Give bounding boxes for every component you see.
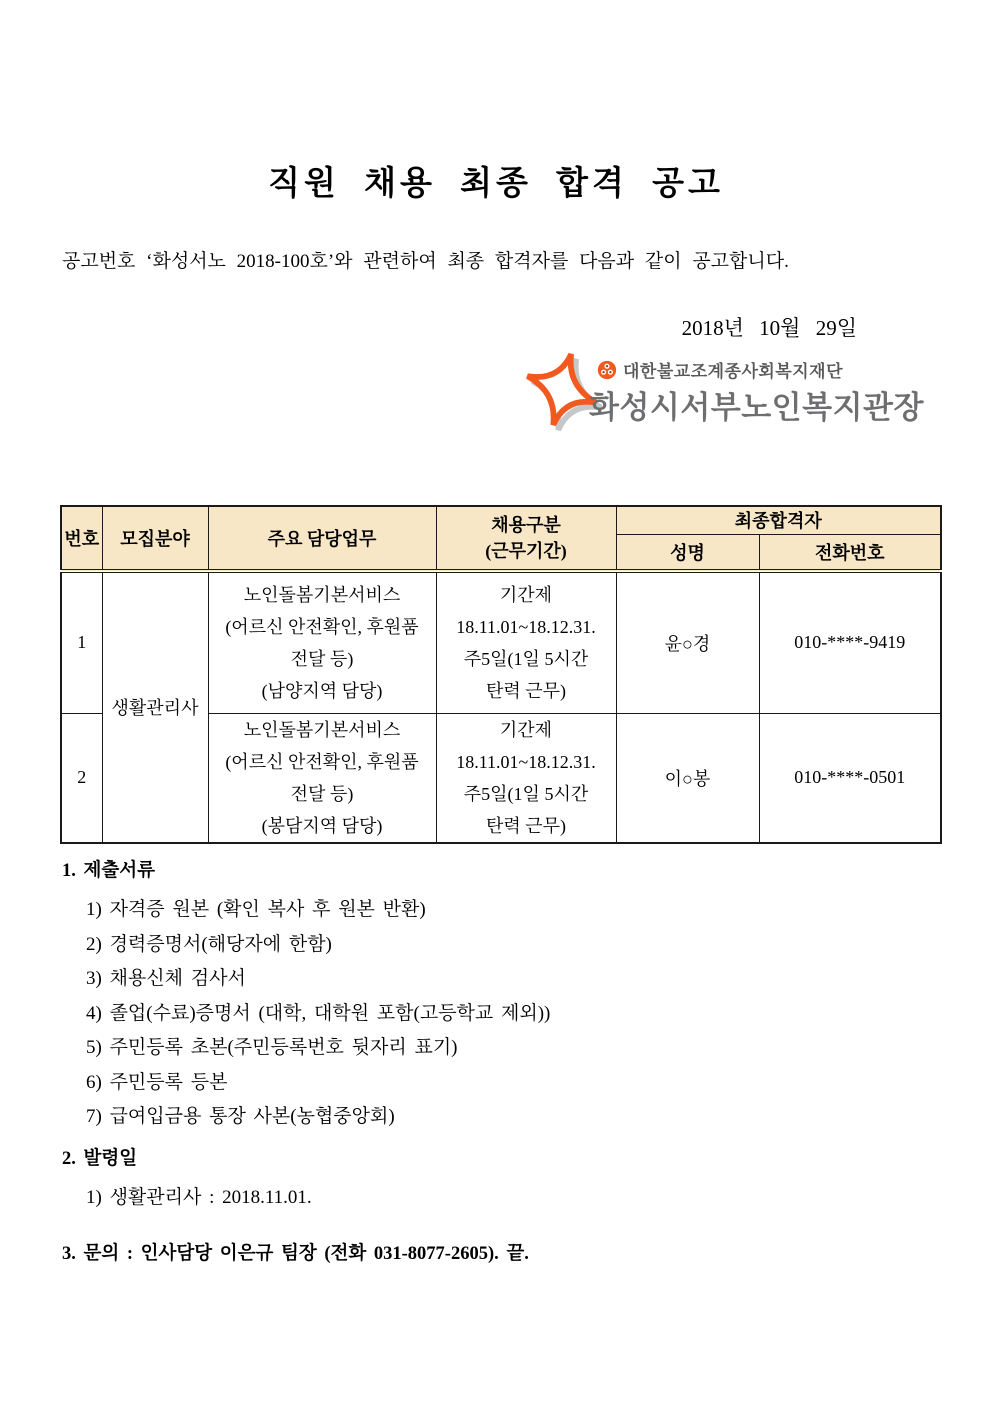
duty-line: 전달 등) <box>290 783 354 804</box>
col-header-final: 최종합격자 <box>616 506 941 534</box>
notice-sections <box>62 860 942 1265</box>
list-item: 7) 급여입금용 통장 사본(농협중앙회) <box>86 1106 395 1127</box>
list-item: 2) 경력증명서(해당자에 한함) <box>86 933 332 955</box>
list-item: 1) 자격증 원본 (확인 복사 후 원본 반환) <box>86 899 426 920</box>
cell-duty-2 <box>208 713 436 843</box>
jogye-symbol-icon <box>597 360 617 380</box>
notice-date: 2018년 10월 29일 <box>681 316 857 340</box>
col-header-type <box>436 506 616 571</box>
list-item: 6) 주민등록 등본 <box>86 1071 228 1093</box>
list-item: 4) 졸업(수료)증명서 (대학, 대학원 포함(고등학교 제외)) <box>86 1002 551 1024</box>
type-line: 탄력 근무) <box>485 815 567 836</box>
cell-phone-2: 010-****-0501 <box>759 713 941 843</box>
duty-line: (어르신 안전확인, 후원품 <box>225 751 419 772</box>
type-line: 기간제 <box>499 719 553 740</box>
recruitment-table <box>60 505 942 844</box>
document-title: 직원 채용 최종 합격 공고 <box>268 166 724 202</box>
col-header-no: 번호 <box>61 506 102 571</box>
duty-line: 노인돌봄기본서비스 <box>243 584 401 605</box>
section2-list <box>62 1181 942 1216</box>
cell-no-1: 1 <box>61 571 102 713</box>
duty-line: 전달 등) <box>290 648 354 669</box>
section2-heading: 2. 발령일 <box>62 1148 138 1169</box>
list-item: 5) 주민등록 초본(주민등록번호 뒷자리 표기) <box>86 1037 458 1058</box>
duty-line: 노인돌봄기본서비스 <box>243 719 401 740</box>
type-line: 기간제 <box>499 584 553 605</box>
cell-type-1 <box>436 571 616 713</box>
cell-no-2: 2 <box>61 713 102 843</box>
section1-heading: 1. 제출서류 <box>62 861 155 881</box>
cell-phone-1: 010-****-9419 <box>759 571 941 713</box>
duty-line: (어르신 안전확인, 후원품 <box>225 616 419 637</box>
col-header-duty: 주요 담당업무 <box>208 506 436 571</box>
section1-list <box>62 893 942 1135</box>
col-header-type-line2: (근무기간) <box>485 541 567 561</box>
cell-duty-1 <box>208 571 436 713</box>
cell-name-2: 이○봉 <box>616 713 759 843</box>
type-line: 주5일(1일 5시간 <box>463 648 589 669</box>
type-line: 주5일(1일 5시간 <box>463 783 589 804</box>
foundation-name: 대한불교조계종사회복지재단 <box>623 362 843 381</box>
list-item: 1) 생활관리사 : 2018.11.01. <box>86 1186 312 1208</box>
col-header-type-line1: 채용구분 <box>491 515 561 535</box>
type-line: 탄력 근무) <box>485 680 567 701</box>
col-header-phone: 전화번호 <box>759 534 941 571</box>
col-header-name: 성명 <box>616 534 759 571</box>
logo-foundation-row <box>597 357 843 382</box>
center-name: 화성시서부노인복지관장 <box>589 390 924 425</box>
notice-intro: 공고번호 ‘화성서노 2018-100호’와 관련하여 최종 합격자를 다음과 같이 공고합니다. <box>62 251 789 272</box>
cell-field: 생활관리사 <box>102 571 208 843</box>
duty-line: (남양지역 담당) <box>261 680 383 701</box>
cell-type-2 <box>436 713 616 843</box>
cell-name-1: 윤○경 <box>616 571 759 713</box>
col-header-field: 모집분야 <box>102 506 208 571</box>
duty-line: (봉담지역 담당) <box>261 815 383 836</box>
list-item: 3) 채용신체 검사서 <box>86 968 246 989</box>
type-line: 18.11.01~18.12.31. <box>456 751 596 772</box>
section3-heading: 3. 문의 : 인사담당 이은규 팀장 (전화 031-8077-2605). 끝. <box>62 1244 529 1264</box>
type-line: 18.11.01~18.12.31. <box>456 616 596 637</box>
table-row <box>61 571 941 713</box>
